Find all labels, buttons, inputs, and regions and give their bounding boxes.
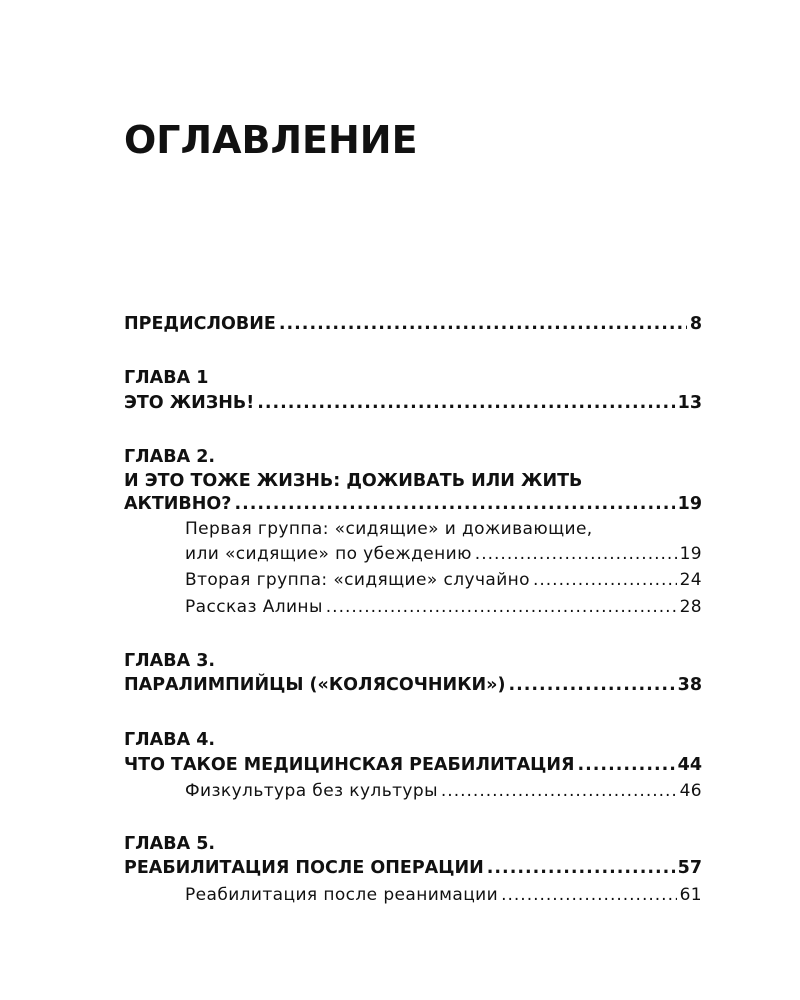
toc-page-number: 19	[679, 544, 702, 564]
toc-page-number: 13	[677, 393, 702, 413]
toc-subentry-4-1	[185, 781, 702, 807]
toc-subentry-label: Вторая группа: «сидящие» случайно	[185, 570, 530, 590]
toc-entry-label: РЕАБИЛИТАЦИЯ ПОСЛЕ ОПЕРАЦИИ	[124, 858, 484, 878]
chapter-heading: ГЛАВА 1	[124, 368, 209, 388]
toc-entry-label: ПАРАЛИМПИЙЦЫ («КОЛЯСОЧНИКИ»)	[124, 675, 506, 695]
toc-subentry-5-1	[185, 885, 702, 911]
toc-page-number: 61	[679, 885, 702, 905]
toc-page-number: 38	[677, 675, 702, 695]
toc-page-number: 8	[689, 314, 702, 334]
toc-subentry-label: Физкультура без культуры	[185, 781, 438, 801]
chapter-5-heading	[124, 834, 702, 860]
dot-leader	[475, 544, 677, 564]
chapter-2-heading	[124, 447, 702, 473]
toc-entry-label: АКТИВНО?	[124, 494, 232, 514]
toc-entry-chapter-4	[124, 755, 702, 781]
dot-leader	[508, 675, 674, 695]
dot-leader	[234, 494, 674, 514]
toc-subentry-2-2	[185, 570, 702, 596]
toc-page-number: 46	[679, 781, 702, 801]
chapter-4-heading	[124, 730, 702, 756]
chapter-heading: ГЛАВА 2.	[124, 447, 216, 467]
toc-subentry-label: Рассказ Алины	[185, 597, 323, 617]
toc-subentry-label: или «сидящие» по убеждению	[185, 544, 472, 564]
toc-entry-chapter-5	[124, 858, 702, 884]
toc-entry-chapter-1	[124, 393, 702, 419]
dot-leader	[257, 393, 674, 413]
toc-page-number: 44	[677, 755, 702, 775]
dot-leader	[326, 597, 677, 617]
chapter-3-heading	[124, 651, 702, 677]
dot-leader	[487, 858, 675, 878]
chapter-heading: ГЛАВА 4.	[124, 730, 216, 750]
toc-entry-preface	[124, 314, 702, 340]
toc-entry-label: ЭТО ЖИЗНЬ!	[124, 393, 255, 413]
chapter-heading: ГЛАВА 5.	[124, 834, 216, 854]
toc-subentry-label: Реабилитация после реанимации	[185, 885, 499, 905]
toc-page-number: 19	[677, 494, 702, 514]
dot-leader	[577, 755, 674, 775]
chapter-1-heading	[124, 368, 702, 394]
chapter-heading: ГЛАВА 3.	[124, 651, 216, 671]
dot-leader	[501, 885, 676, 905]
toc-subentry-2-1-line1	[185, 519, 702, 545]
toc-page-number: 28	[679, 597, 702, 617]
toc-entry-label: И ЭТО ТОЖЕ ЖИЗНЬ: ДОЖИВАТЬ ИЛИ ЖИТЬ	[124, 471, 583, 491]
page-title: ОГЛАВЛЕНИЕ	[124, 118, 418, 162]
toc-entry-label: ПРЕДИСЛОВИЕ	[124, 314, 276, 334]
toc-entry-label: ЧТО ТАКОЕ МЕДИЦИНСКАЯ РЕАБИЛИТАЦИЯ	[124, 755, 575, 775]
dot-leader	[279, 314, 687, 334]
dot-leader	[441, 781, 677, 801]
toc-page-number: 24	[679, 570, 702, 590]
dot-leader	[533, 570, 677, 590]
toc-subentry-2-1	[185, 544, 702, 570]
toc-entry-chapter-2	[124, 494, 702, 520]
toc-page-number: 57	[677, 858, 702, 878]
toc-subentry-2-3	[185, 597, 702, 623]
toc-entry-chapter-3	[124, 675, 702, 701]
toc-subentry-label: Первая группа: «сидящие» и доживающие,	[185, 519, 593, 539]
